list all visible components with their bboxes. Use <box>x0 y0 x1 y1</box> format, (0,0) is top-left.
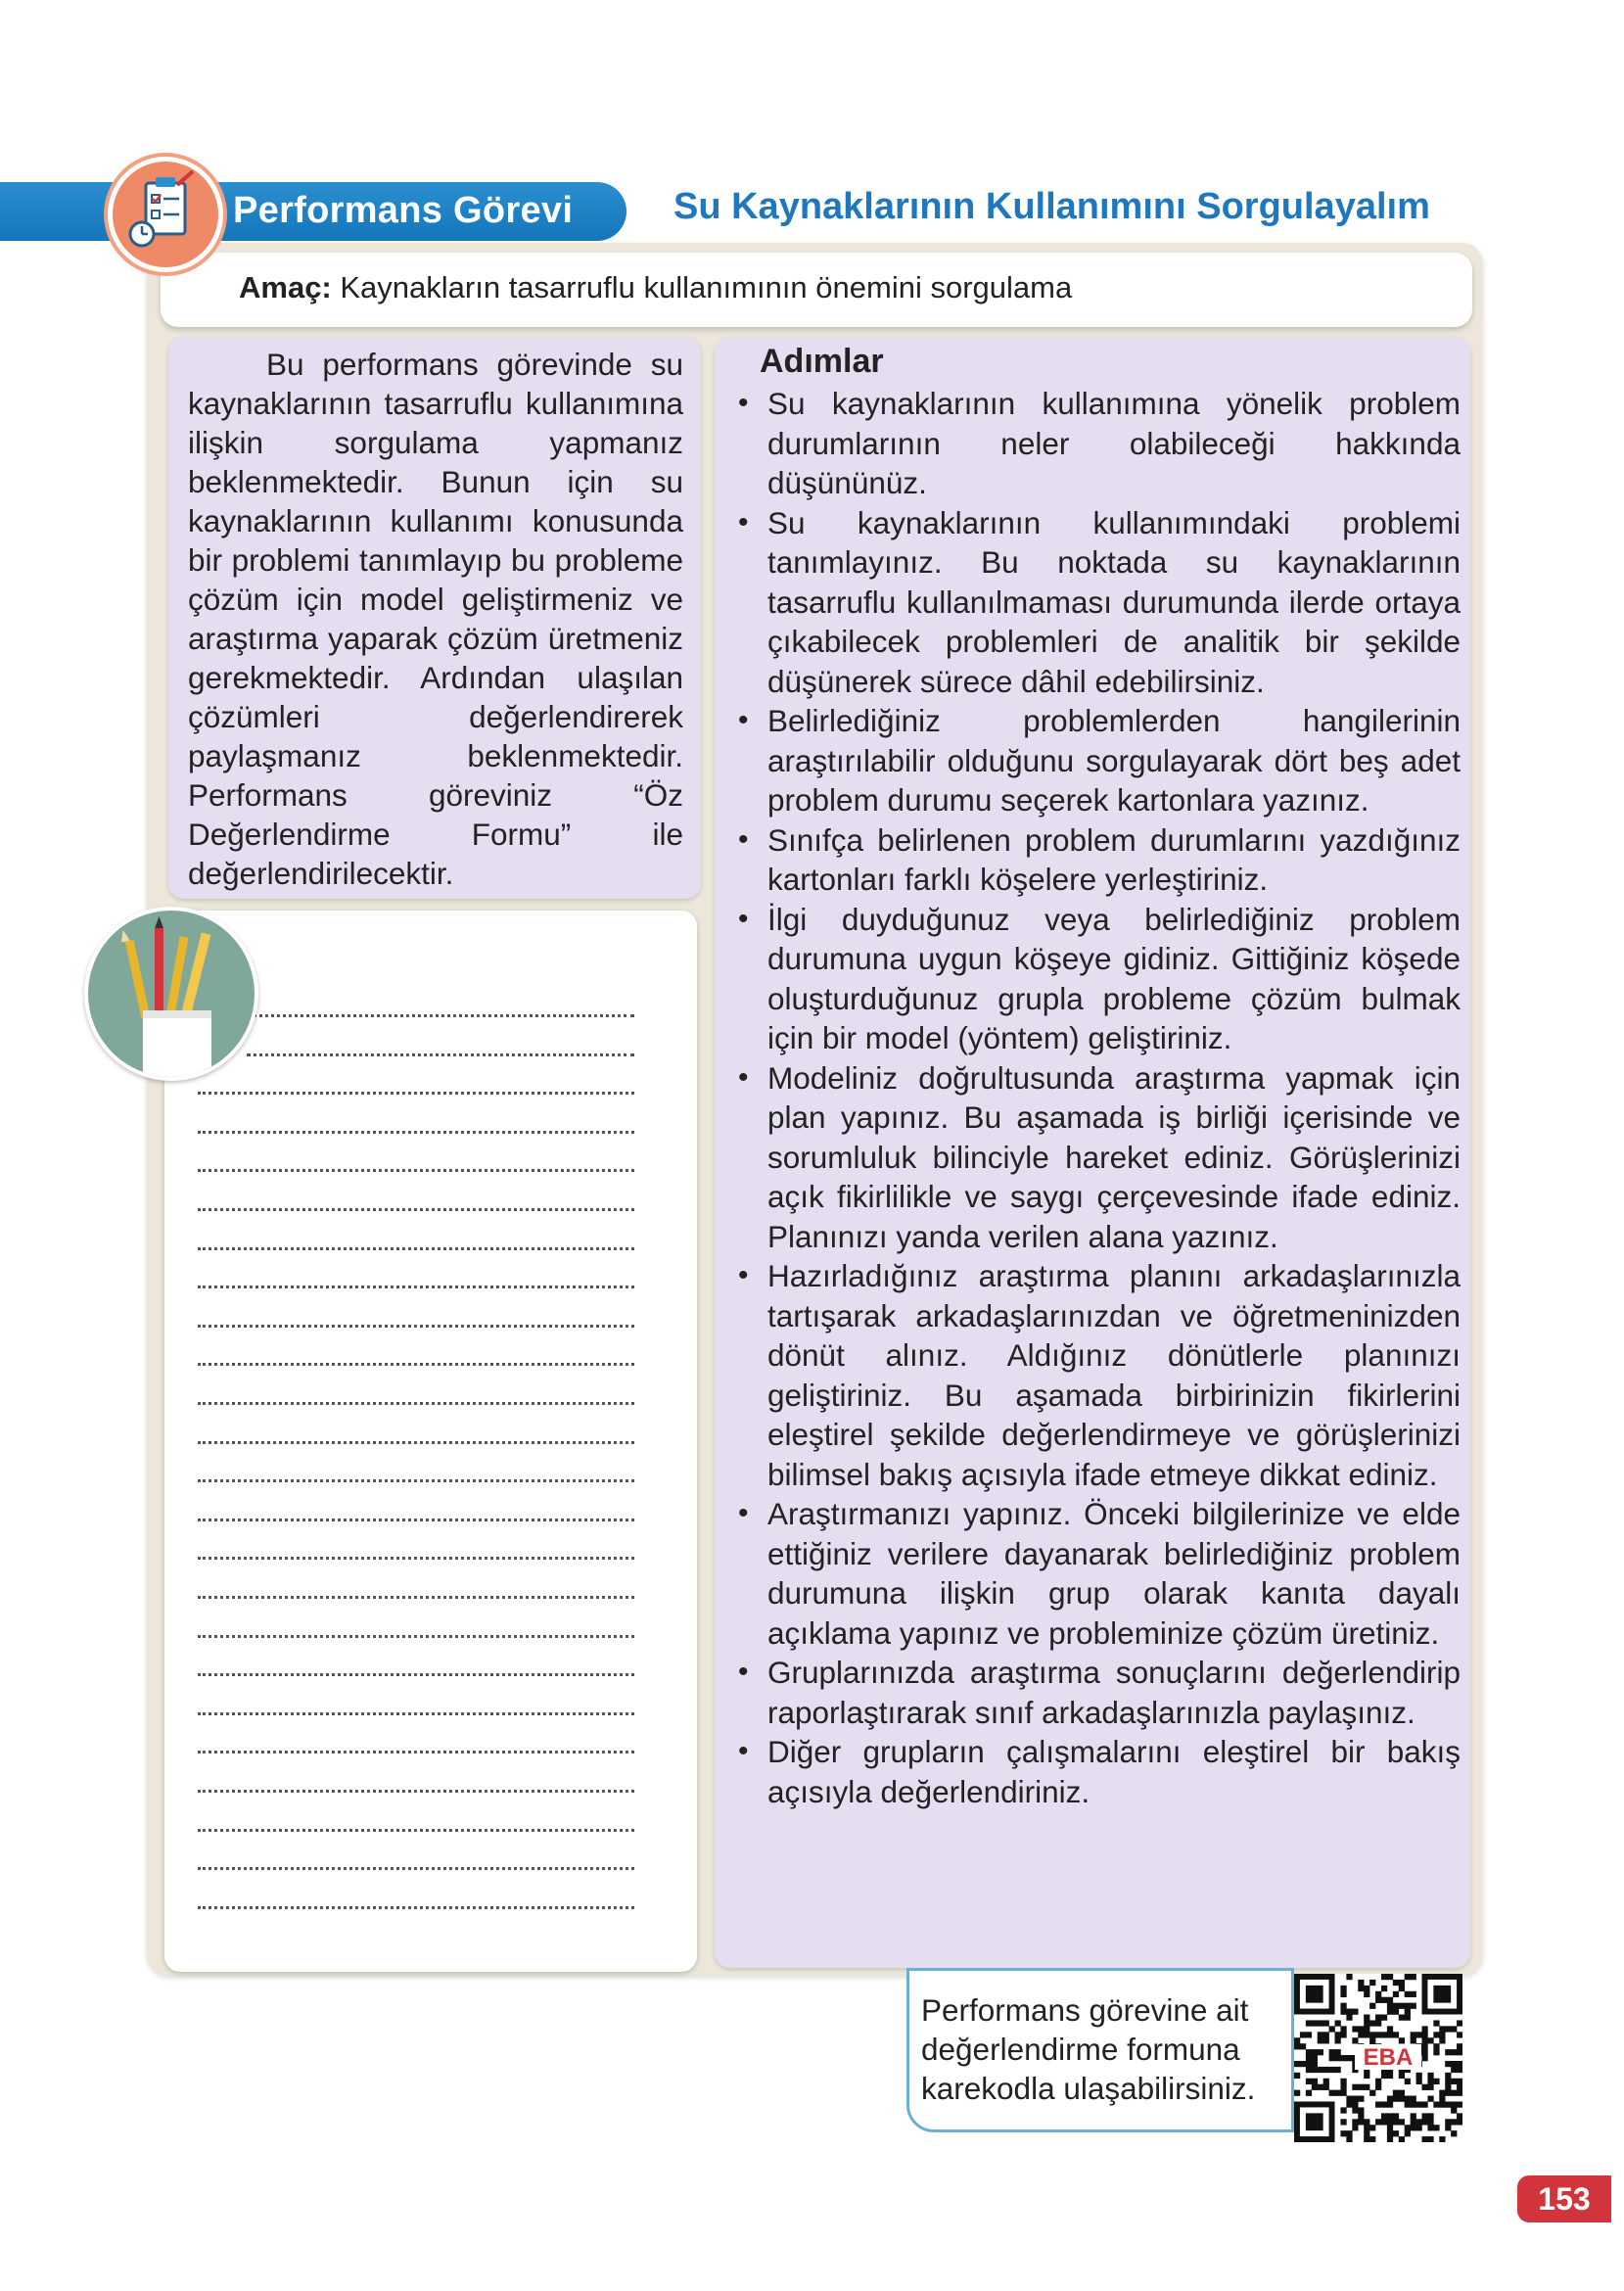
bullet-icon: • <box>738 1656 749 1688</box>
bullet-icon: • <box>738 704 749 736</box>
pencil-cup-icon <box>84 907 258 1081</box>
dotted-writing-line <box>198 1286 634 1288</box>
dotted-writing-line <box>198 1596 634 1599</box>
steps-list <box>738 384 1461 1811</box>
step-item <box>738 1653 1461 1732</box>
step-text: Modeliniz doğrultusunda araştırma yapmak için plan yapınız. Bu aşamada iş birliği içerisinde ve sorumluluk bilinciyle hareket ediniz. Görüşlerinizi açık fikirlilikle ve saygı çerçevesinde ifade ediniz. Planınızı yanda verilen alana yazınız. <box>767 1059 1461 1254</box>
dotted-writing-line <box>198 1441 634 1444</box>
step-text: Belirlediğiniz problemlerden hangilerinin araştırılabilir olduğunu sorgulayarak dört beş adet problem durumu seçerek kartonlara yazınız. <box>767 703 1461 818</box>
dotted-writing-line <box>198 1208 634 1211</box>
dotted-writing-line <box>198 1557 634 1560</box>
step-text: Diğer grupların çalışmalarını eleştirel bir bakış açısıyla değerlendiriniz. <box>767 1734 1461 1809</box>
step-text: Su kaynaklarının kullanımındaki problemi tanımlayınız. Bu noktada su kaynaklarının tasarruflu kullanılmaması durumunda ilerde ortaya çıkabilecek problemleri de analitik bir şekilde düşünerek sürece dâhil edebilirsiniz. <box>767 504 1461 699</box>
dotted-writing-line <box>198 1131 634 1134</box>
qr-description: Performans görevine ait değerlendirme formuna karekodla ulaşabilirsiniz. <box>921 1992 1256 2106</box>
step-item <box>738 1494 1461 1653</box>
step-item <box>738 1732 1461 1811</box>
step-text: Su kaynaklarının kullanımına yönelik problem durumlarının neler olabileceği hakkında düşününüz. <box>767 386 1461 500</box>
bullet-icon: • <box>738 1060 749 1094</box>
step-item <box>738 701 1461 820</box>
dotted-writing-line <box>198 1325 634 1328</box>
dotted-writing-line <box>198 1790 634 1793</box>
step-item <box>738 384 1461 503</box>
step-item <box>738 820 1461 900</box>
page-number: 153 <box>1517 2175 1611 2222</box>
dotted-writing-line <box>198 1402 634 1405</box>
task-header-bar <box>0 182 626 241</box>
dotted-writing-line <box>198 1092 634 1095</box>
step-item <box>738 503 1461 702</box>
aim-description: Kaynakların tasarruflu kullanımının önemini sorgulama <box>331 270 1073 304</box>
bullet-icon: • <box>738 387 749 419</box>
bullet-icon: • <box>738 1259 749 1291</box>
dotted-writing-line <box>247 1053 634 1056</box>
dotted-writing-line <box>198 1519 634 1521</box>
aim-label: Amaç: <box>239 270 332 304</box>
steps-box <box>715 337 1470 1968</box>
dotted-writing-line <box>247 1014 634 1017</box>
bullet-icon: • <box>738 822 749 856</box>
step-item <box>738 1058 1461 1257</box>
steps-title: Adımlar <box>760 343 884 380</box>
dotted-writing-line <box>198 1635 634 1638</box>
dotted-writing-line <box>198 1169 634 1172</box>
qr-callout <box>906 1968 1294 2132</box>
bullet-icon: • <box>738 1735 749 1767</box>
step-text: Araştırmanızı yapınız. Önceki bilgilerinize ve elde ettiğiniz verilere dayanarak belirlediğiniz problem durumuna ilişkin grup olarak kanıta dayalı açıklama yapınız ve probleminize çözüm üretiniz. <box>767 1496 1461 1651</box>
dotted-writing-line <box>198 1673 634 1676</box>
step-text: Gruplarınızda araştırma sonuçlarını değerlendirip raporlaştırarak sınıf arkadaşlarınızla paylaşınız. <box>767 1655 1461 1730</box>
step-text: İlgi duyduğunuz veya belirlediğiniz problem durumuna uygun köşeye gidiniz. Gittiğiniz köşede oluşturduğunuz grupla probleme çözüm bulmak için bir model (yöntem) geliştiriniz. <box>767 901 1461 1055</box>
dotted-writing-line <box>198 1867 634 1870</box>
step-text: Hazırladığınız araştırma planını arkadaşlarınızla tartışarak arkadaşlarınızdan ve öğretmeninizden dönüt alınız. Aldığınız dönütlerle planınızı geliştiriniz. Bu aşamada birbirinizin fikirlerini eleştirel şekilde değerlendirmeye ve görüşlerinizi bilimsel bakış açısıyla ifade etmeye dikkat ediniz. <box>767 1258 1461 1492</box>
writing-area[interactable] <box>164 911 697 1972</box>
aim-box <box>161 253 1472 327</box>
dotted-writing-line <box>198 1906 634 1909</box>
dotted-writing-line <box>198 1712 634 1715</box>
step-text: Sınıfça belirlenen problem durumlarını yazdığınız kartonları farklı köşelere yerleştiriniz. <box>767 821 1461 897</box>
dotted-writing-line <box>198 1829 634 1832</box>
intro-text: Bu performans görevinde su kaynaklarının tasarruflu kullanımına ilişkin sorgulama yapmanız beklenmektedir. Bunun için su kaynaklarının kullanımı konusunda bir problemi tanımlayıp bu probleme çözüm için model geliştirmeniz ve araştırma yaparak çözüm üretmeniz gerekmektedir. Ardından ulaşılan çözümleri değerlendirerek paylaşmanız beklenmektedir. Performans göreviniz “Öz Değerlendirme Formu” ile değerlendirilecektir. <box>188 347 683 891</box>
dotted-writing-line <box>198 1363 634 1366</box>
dotted-writing-line <box>198 1479 634 1482</box>
subject-title: Su Kaynaklarının Kullanımını Sorgulayalım <box>673 186 1430 227</box>
bullet-icon: • <box>738 505 749 538</box>
task-label: Performans Görevi <box>233 190 574 231</box>
qr-code-icon[interactable] <box>1294 1974 1462 2142</box>
eba-logo: EBA <box>1363 2044 1414 2071</box>
dotted-writing-line <box>198 1247 634 1250</box>
intro-box <box>168 337 701 899</box>
bullet-icon: • <box>738 902 749 935</box>
aim-text <box>239 270 1072 305</box>
bullet-icon: • <box>738 1497 749 1529</box>
dotted-writing-line <box>198 1751 634 1753</box>
step-item <box>738 1256 1461 1494</box>
step-item <box>738 900 1461 1058</box>
task-checklist-icon <box>108 157 223 272</box>
